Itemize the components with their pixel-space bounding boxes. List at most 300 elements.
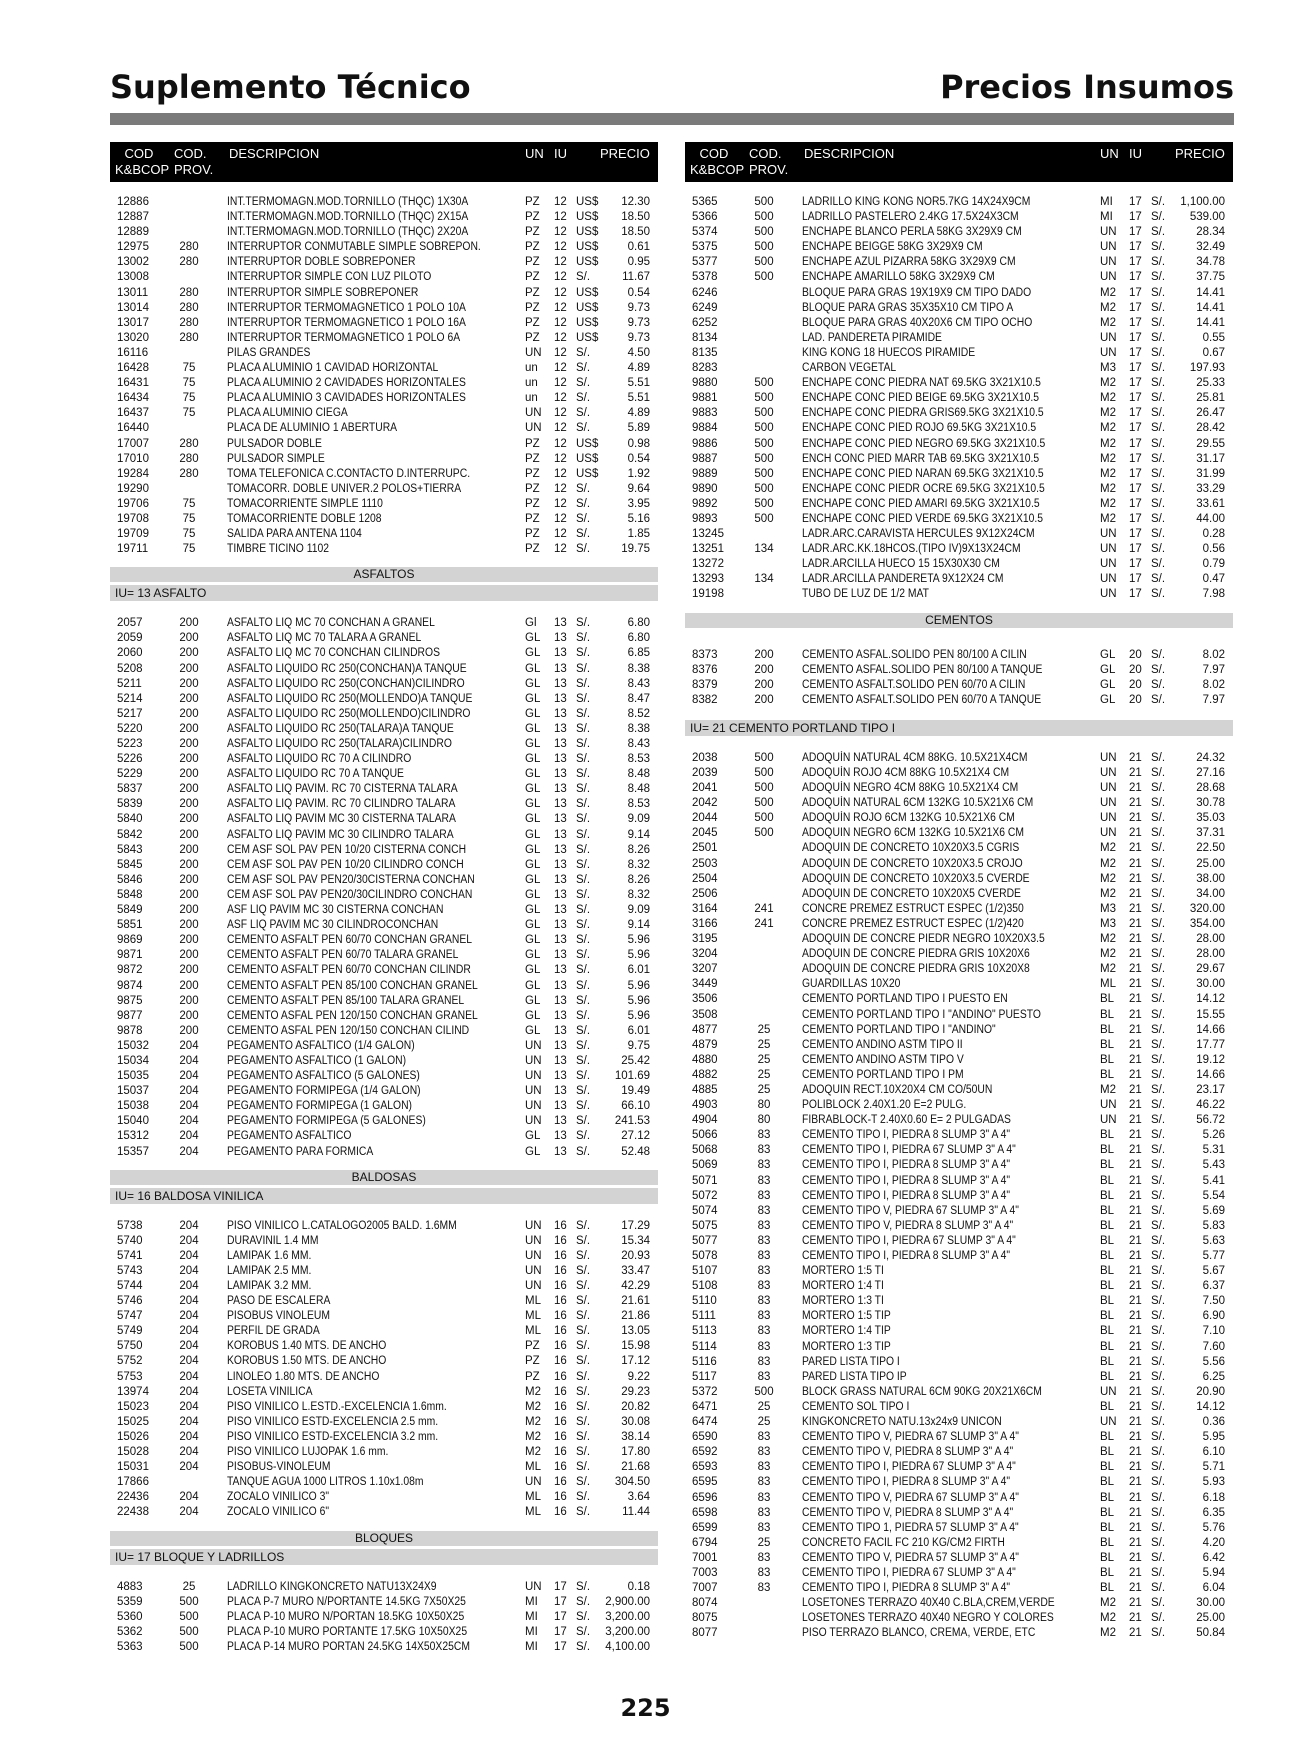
cell-un: UN	[525, 1580, 542, 1593]
cell-iu: 13	[554, 1009, 567, 1022]
cell-iu: 21	[1129, 1385, 1142, 1398]
cell-prov: 83	[757, 1174, 771, 1187]
cell-cod: 6599	[692, 1521, 718, 1534]
cell-iu: 16	[554, 1249, 567, 1262]
cell-currency: S/.	[576, 1506, 591, 1519]
table-row	[685, 1158, 1233, 1173]
cell-currency: S/.	[1151, 1280, 1166, 1293]
table-row	[110, 1370, 658, 1385]
cell-desc: KING KONG 18 HUECOS PIRAMIDE	[802, 346, 976, 359]
cell-un: GL	[525, 677, 541, 690]
table-row	[110, 797, 658, 812]
cell-un: M2	[1100, 963, 1116, 976]
cell-cod: 4882	[692, 1068, 718, 1081]
cell-un: GL	[525, 919, 541, 932]
cell-un: UN	[1100, 1385, 1117, 1398]
cell-currency: S/.	[1151, 1310, 1166, 1323]
cell-price: 33.61	[1196, 497, 1225, 510]
cell-iu: 17	[1129, 573, 1142, 586]
cell-iu: 20	[1129, 663, 1142, 676]
cell-cod: 15040	[117, 1115, 149, 1128]
cell-un: M2	[1100, 842, 1116, 855]
cell-price: 5.63	[1202, 1234, 1225, 1247]
table-row	[110, 497, 658, 512]
cell-prov: 200	[179, 662, 199, 675]
cell-un: un	[525, 362, 538, 375]
cell-prov: 83	[757, 1250, 771, 1262]
cell-price: 3,200.00	[605, 1625, 650, 1638]
table-row	[685, 857, 1233, 872]
table-row	[685, 572, 1233, 587]
cell-un: UN	[1100, 797, 1117, 810]
cell-un: BL	[1100, 1129, 1115, 1142]
cell-currency: S/.	[1151, 782, 1166, 795]
cell-cod: 5746	[117, 1295, 143, 1308]
cell-prov: 200	[179, 964, 199, 977]
cell-un: UN	[525, 1280, 542, 1292]
cell-currency: S/.	[576, 482, 591, 495]
cell-cod: 15031	[117, 1461, 149, 1474]
cell-price: 8.43	[627, 738, 650, 750]
cell-currency: S/.	[576, 346, 591, 359]
cell-currency: S/.	[1151, 1627, 1166, 1640]
cell-iu: 16	[554, 1234, 567, 1247]
cell-cod: 4880	[692, 1053, 718, 1066]
table-row	[685, 1430, 1233, 1445]
cell-cod: 16431	[117, 377, 149, 390]
cell-cod: 5840	[117, 813, 143, 826]
table-row	[110, 631, 658, 646]
cell-price: 30.00	[1196, 1597, 1225, 1610]
cell-desc: ADOQUIN NEGRO 6CM 132KG 10.5X21X6 CM	[802, 827, 1025, 840]
cell-currency: S/.	[576, 1070, 591, 1083]
cell-desc: CEMENTO SOL TIPO I	[802, 1400, 910, 1413]
cell-iu: 21	[1129, 1627, 1142, 1640]
cell-desc: PLACA ALUMINIO CIEGA	[227, 407, 348, 420]
table-row	[110, 542, 658, 557]
table-row	[685, 210, 1233, 225]
cell-iu: 21	[1129, 1612, 1142, 1625]
cell-cod: 12889	[117, 226, 149, 239]
cell-iu: 13	[554, 632, 567, 645]
cell-price: 18.50	[621, 211, 650, 224]
table-row	[685, 1355, 1233, 1370]
cell-currency: S/.	[576, 979, 591, 992]
cell-un: ML	[1100, 978, 1116, 991]
cell-iu: 21	[1129, 797, 1142, 810]
cell-currency: S/.	[1151, 1023, 1166, 1036]
cell-un: BL	[1100, 1174, 1115, 1187]
cell-price: 5.93	[1202, 1476, 1225, 1489]
cell-currency: S/.	[576, 1595, 591, 1608]
table-row	[110, 1309, 658, 1324]
cell-currency: S/.	[576, 904, 591, 917]
cell-desc: LADRILLO KING KONG NOR5.7KG 14X24X9CM	[802, 196, 1031, 208]
cell-iu: 17	[1129, 271, 1142, 284]
cell-cod: 5378	[692, 271, 718, 284]
cell-iu: 21	[1129, 1582, 1142, 1595]
table-row	[110, 467, 658, 482]
cell-cod: 8283	[692, 362, 718, 375]
cell-cod: 8077	[692, 1627, 718, 1640]
cell-cod: 6249	[692, 301, 718, 314]
cell-prov: 200	[179, 1024, 199, 1037]
cell-price: 5.31	[1202, 1144, 1225, 1157]
cell-un: GL	[525, 768, 541, 781]
cell-iu: 16	[554, 1370, 567, 1383]
cell-un: BL	[1100, 1566, 1115, 1579]
cell-un: UN	[525, 1264, 542, 1277]
cell-un: BL	[1100, 1325, 1115, 1338]
cell-prov: 500	[754, 196, 774, 208]
cell-desc: CEMENTO TIPO V, PIEDRA 8 SLUMP 3" A 4"	[802, 1506, 1014, 1519]
cell-prov: 500	[754, 751, 774, 764]
cell-price: 5.96	[627, 934, 650, 947]
cell-prov: 200	[179, 677, 199, 690]
cell-prov: 204	[179, 1039, 199, 1052]
cell-currency: S/.	[576, 1491, 591, 1504]
cell-iu: 21	[1129, 1189, 1142, 1202]
table-row	[685, 1113, 1233, 1128]
cell-un: UN	[525, 1219, 542, 1232]
table-row	[110, 1505, 658, 1520]
cell-currency: S/.	[1151, 1129, 1166, 1142]
cell-prov: 200	[179, 632, 199, 645]
cell-un: PZ	[525, 256, 540, 269]
cell-iu: 13	[554, 994, 567, 1007]
cell-prov: 280	[179, 316, 199, 329]
cell-un: GL	[525, 647, 541, 660]
cell-desc: CEMENTO TIPO I, PIEDRA 8 SLUMP 3" A 4"	[802, 1129, 1011, 1142]
cell-cod: 5208	[117, 662, 143, 675]
cell-currency: S/.	[1151, 767, 1166, 779]
cell-cod: 5359	[117, 1595, 143, 1608]
left-body	[110, 195, 658, 1655]
cell-cod: 17010	[117, 452, 149, 465]
table-row	[685, 902, 1233, 917]
cell-currency: S/.	[576, 843, 591, 856]
cell-un: GL	[1100, 678, 1116, 691]
cell-desc: CEMENTO TIPO I, PIEDRA 8 SLUMP 3" A 4"	[802, 1189, 1011, 1202]
cell-un: UN	[525, 1249, 542, 1262]
cell-iu: 17	[554, 1640, 567, 1653]
cell-iu: 16	[554, 1355, 567, 1368]
cell-cod: 6246	[692, 286, 718, 299]
cell-un: GL	[525, 632, 541, 645]
cell-iu: 17	[554, 1595, 567, 1608]
cell-currency: S/.	[576, 1054, 591, 1067]
cell-iu: 21	[1129, 1476, 1142, 1489]
cell-desc: CONCRETO FACIL FC 210 KG/CM2 FIRTH	[802, 1536, 1005, 1549]
cell-prov: 204	[179, 1446, 199, 1459]
cell-cod: 16434	[117, 392, 149, 405]
cell-currency: S/.	[1151, 1099, 1166, 1112]
cell-price: 5.96	[627, 994, 650, 1007]
cell-currency: S/.	[1151, 1234, 1166, 1247]
cell-cod: 5747	[117, 1310, 143, 1323]
cell-desc: CEMENTO PORTLAND TIPO I "ANDINO" PUESTO	[802, 1008, 1041, 1021]
cell-price: 28.00	[1196, 933, 1225, 946]
cell-cod: 5223	[117, 738, 143, 750]
cell-cod: 22436	[117, 1491, 149, 1504]
cell-cod: 5752	[117, 1355, 143, 1368]
cell-prov: 241	[754, 917, 774, 930]
table-row	[110, 1354, 658, 1369]
section-title: BALDOSAS	[110, 1170, 658, 1185]
cell-currency: S/.	[576, 1280, 591, 1292]
cell-iu: 12	[554, 437, 567, 450]
table-row	[685, 693, 1233, 708]
cell-currency: S/.	[576, 1295, 591, 1308]
cell-desc: TOMACORR. DOBLE UNIVER.2 POLOS+TIERRA	[227, 482, 462, 495]
cell-un: BL	[1100, 1023, 1115, 1036]
cell-currency: S/.	[1151, 797, 1166, 810]
cell-prov: 83	[757, 1582, 771, 1595]
cell-un: BL	[1100, 1340, 1115, 1353]
cell-cod: 9892	[692, 497, 718, 510]
cell-iu: 21	[1129, 1129, 1142, 1142]
cell-iu: 13	[554, 722, 567, 735]
cell-cod: 16437	[117, 407, 149, 420]
cell-prov: 25	[757, 1536, 771, 1549]
cell-iu: 21	[1129, 948, 1142, 961]
cell-currency: S/.	[1151, 663, 1166, 676]
cell-prov: 200	[179, 738, 199, 750]
cell-desc: CEMENTO TIPO V, PIEDRA 8 SLUMP 3" A 4"	[802, 1446, 1014, 1459]
cell-prov: 500	[754, 211, 774, 224]
cell-cod: 22438	[117, 1506, 149, 1519]
cell-iu: 21	[1129, 993, 1142, 1006]
cell-iu: 12	[554, 286, 567, 299]
cell-currency: S/.	[1151, 256, 1166, 269]
cell-currency: S/.	[576, 994, 591, 1007]
cell-desc: ENCHAPE CONC PIED BEIGE 69.5KG 3X21X10.5	[802, 392, 1040, 405]
cell-iu: 21	[1129, 1461, 1142, 1474]
table-row	[685, 1506, 1233, 1521]
cell-prov: 241	[754, 902, 774, 915]
cell-desc: CEMENTO ASFALT PEN 85/100 TALARA GRANEL	[227, 994, 465, 1007]
cell-cod: 9884	[692, 422, 718, 435]
cell-prov: 204	[179, 1100, 199, 1113]
cell-desc: CEMENTO ASFALT PEN 60/70 TALARA GRANEL	[227, 949, 459, 962]
table-row	[685, 1400, 1233, 1415]
cell-price: 6.25	[1202, 1370, 1225, 1383]
cell-desc: INT.TERMOMAGN.MOD.TORNILLO (THQC) 1X30A	[227, 196, 469, 208]
cell-price: 197.93	[1189, 362, 1225, 375]
cell-iu: 21	[1129, 1023, 1142, 1036]
cell-iu: 16	[554, 1264, 567, 1277]
cell-desc: ADOQUIN DE CONCRE PIEDRA GRIS 10X20X6	[802, 948, 1030, 961]
cell-un: BL	[1100, 1355, 1115, 1368]
cell-price: 9.75	[627, 1039, 650, 1052]
cell-un: BL	[1100, 1310, 1115, 1323]
cell-cod: 5362	[117, 1625, 143, 1638]
cell-desc: PLACA P-14 MURO PORTAN 24.5KG 14X50X25CM	[227, 1640, 470, 1653]
cell-un: BL	[1100, 1431, 1115, 1444]
cell-prov: 200	[179, 722, 199, 735]
table-row	[110, 391, 658, 406]
cell-un: UN	[1100, 767, 1117, 779]
cell-prov: 83	[757, 1234, 771, 1247]
cell-desc: ENCHAPE CONC PIED AMARI 69.5KG 3X21X10.5	[802, 497, 1040, 510]
cell-un: UN	[525, 1100, 542, 1113]
cell-iu: 21	[1129, 902, 1142, 915]
cell-desc: LINOLEO 1.80 MTS. DE ANCHO	[227, 1370, 380, 1383]
cell-iu: 13	[554, 949, 567, 962]
cell-price: 5.96	[627, 979, 650, 992]
cell-cod: 5740	[117, 1234, 143, 1247]
cell-un: ML	[525, 1491, 541, 1504]
cell-cod: 5744	[117, 1280, 143, 1292]
cell-iu: 21	[1129, 751, 1142, 764]
cell-un: BL	[1100, 1446, 1115, 1459]
cell-un: M2	[1100, 377, 1116, 390]
cell-price: 241.53	[614, 1115, 650, 1128]
cell-prov: 200	[754, 663, 774, 676]
cell-prov: 200	[179, 949, 199, 962]
cell-currency: S/.	[1151, 857, 1166, 870]
cell-currency: S/.	[1151, 558, 1166, 571]
cell-desc: CEMENTO TIPO I, PIEDRA 67 SLUMP 3" A 4"	[802, 1566, 1016, 1579]
table-row	[685, 663, 1233, 678]
page-number: 225	[620, 1694, 671, 1722]
cell-prov: 75	[182, 528, 196, 541]
cell-desc: LADR.ARC.KK.18HCOS.(TIPO IV)9X13X24CM	[802, 543, 1021, 556]
cell-desc: PEGAMENTO PARA FORMICA	[227, 1145, 374, 1158]
cell-prov: 200	[754, 693, 774, 706]
cell-price: 21.61	[621, 1295, 650, 1308]
cell-iu: 21	[1129, 1234, 1142, 1247]
table-row	[685, 482, 1233, 497]
cell-desc: PISO VINILICO L.ESTD.-EXCELENCIA 1.6mm.	[227, 1400, 447, 1413]
cell-cod: 5217	[117, 707, 143, 720]
table-row	[110, 437, 658, 452]
cell-desc: FIBRABLOCK-T 2.40X0.60 E= 2 PULGADAS	[802, 1114, 1011, 1127]
cell-price: 7.50	[1202, 1295, 1225, 1308]
cell-cod: 15032	[117, 1039, 149, 1052]
cell-iu: 16	[554, 1280, 567, 1292]
header-desc: DESCRIPCION	[229, 146, 320, 161]
cell-currency: S/.	[1151, 1536, 1166, 1549]
header-prov-2: PROV.	[749, 162, 789, 177]
cell-currency: S/.	[576, 1039, 591, 1052]
table-row	[110, 210, 658, 225]
cell-iu: 13	[554, 934, 567, 947]
cell-desc: TOMA TELEFONICA C.CONTACTO D.INTERRUPC.	[227, 467, 471, 480]
cell-un: GL	[525, 1145, 541, 1158]
cell-cod: 2059	[117, 632, 143, 645]
table-row	[685, 1581, 1233, 1596]
cell-price: 8.48	[627, 783, 650, 796]
cell-cod: 9880	[692, 377, 718, 390]
table-row	[110, 1640, 658, 1655]
cell-price: 6.01	[627, 1024, 650, 1037]
cell-un: BL	[1100, 1400, 1115, 1413]
cell-iu: 17	[1129, 256, 1142, 269]
cell-cod: 5374	[692, 226, 718, 239]
cell-desc: PERFIL DE GRADA	[227, 1325, 320, 1338]
cell-cod: 13245	[692, 528, 724, 541]
cell-un: PZ	[525, 543, 540, 556]
cell-cod: 13002	[117, 256, 149, 269]
cell-currency: S/.	[1151, 1083, 1166, 1096]
cell-prov: 500	[754, 422, 774, 435]
cell-price: 5.71	[1202, 1461, 1225, 1474]
cell-un: GL	[525, 1130, 541, 1143]
cell-prov: 83	[757, 1566, 771, 1579]
cell-prov: 200	[179, 858, 199, 871]
cell-un: M2	[1100, 948, 1116, 961]
cell-desc: TIMBRE TICINO 1102	[227, 543, 329, 556]
cell-desc: INTERRUPTOR TERMOMAGNETICO 1 POLO 16A	[227, 316, 466, 329]
cell-prov: 134	[754, 543, 774, 556]
cell-price: 5.77	[1202, 1250, 1225, 1262]
cell-cod: 8379	[692, 678, 718, 691]
cell-un: UN	[1100, 543, 1117, 556]
cell-un: UN	[1100, 751, 1117, 764]
cell-un: M2	[525, 1415, 541, 1428]
table-row	[110, 1580, 658, 1595]
cell-desc: CEMENTO TIPO V, PIEDRA 8 SLUMP 3" A 4"	[802, 1219, 1014, 1232]
cell-price: 5.89	[627, 422, 650, 435]
cell-prov: 500	[754, 512, 774, 525]
cell-desc: PILAS GRANDES	[227, 346, 311, 359]
cell-desc: ADOQUIN DE CONCRETO 10X20X3.5 CROJO	[802, 857, 1023, 870]
cell-currency: S/.	[1151, 1506, 1166, 1519]
cell-cod: 7001	[692, 1551, 718, 1564]
cell-prov: 200	[179, 783, 199, 796]
cell-un: GL	[525, 1024, 541, 1037]
cell-price: 0.56	[1202, 543, 1225, 556]
cell-price: 9.73	[627, 301, 650, 314]
cell-price: 0.54	[627, 286, 650, 299]
cell-iu: 17	[1129, 211, 1142, 224]
cell-price: 8.48	[627, 768, 650, 781]
cell-desc: PLACA ALUMINIO 2 CAVIDADES HORIZONTALES	[227, 377, 466, 390]
cell-prov: 204	[179, 1430, 199, 1443]
table-row	[685, 452, 1233, 467]
cell-un: BL	[1100, 1068, 1115, 1081]
cell-price: 0.61	[627, 241, 650, 254]
cell-cod: 2504	[692, 872, 718, 885]
cell-price: 23.17	[1196, 1083, 1225, 1096]
table-row	[110, 286, 658, 301]
cell-desc: ASFALTO LIQUIDO RC 250(MOLLENDO)CILINDRO	[227, 707, 471, 720]
table-row	[685, 195, 1233, 210]
cell-price: 6.01	[627, 964, 650, 977]
cell-cod: 5214	[117, 692, 143, 705]
cell-currency: S/.	[1151, 211, 1166, 224]
section-subtitle: IU= 21 CEMENTO PORTLAND TIPO I	[685, 720, 1233, 736]
cell-iu: 17	[1129, 422, 1142, 435]
cell-iu: 16	[554, 1461, 567, 1474]
cell-iu: 21	[1129, 1250, 1142, 1262]
cell-cod: 5229	[117, 768, 143, 781]
cell-iu: 13	[554, 858, 567, 871]
cell-desc: ENCHAPE BLANCO PERLA 58KG 3X29X9 CM	[802, 226, 1022, 239]
cell-desc: CEMENTO TIPO I, PIEDRA 67 SLUMP 3" A 4"	[802, 1234, 1016, 1247]
cell-prov: 500	[754, 256, 774, 269]
cell-iu: 12	[554, 482, 567, 495]
cell-un: MI	[1100, 196, 1113, 208]
cell-desc: CEMENTO ASFALT.SOLIDO PEN 60/70 A CILIN	[802, 678, 1026, 691]
cell-un: GL	[525, 888, 541, 901]
cell-currency: S/.	[576, 1325, 591, 1338]
cell-cod: 15037	[117, 1085, 149, 1098]
cell-desc: CEMENTO ASFALT PEN 60/70 CONCHAN GRANEL	[227, 934, 473, 947]
cell-cod: 13008	[117, 271, 149, 284]
cell-prov: 75	[182, 362, 196, 375]
